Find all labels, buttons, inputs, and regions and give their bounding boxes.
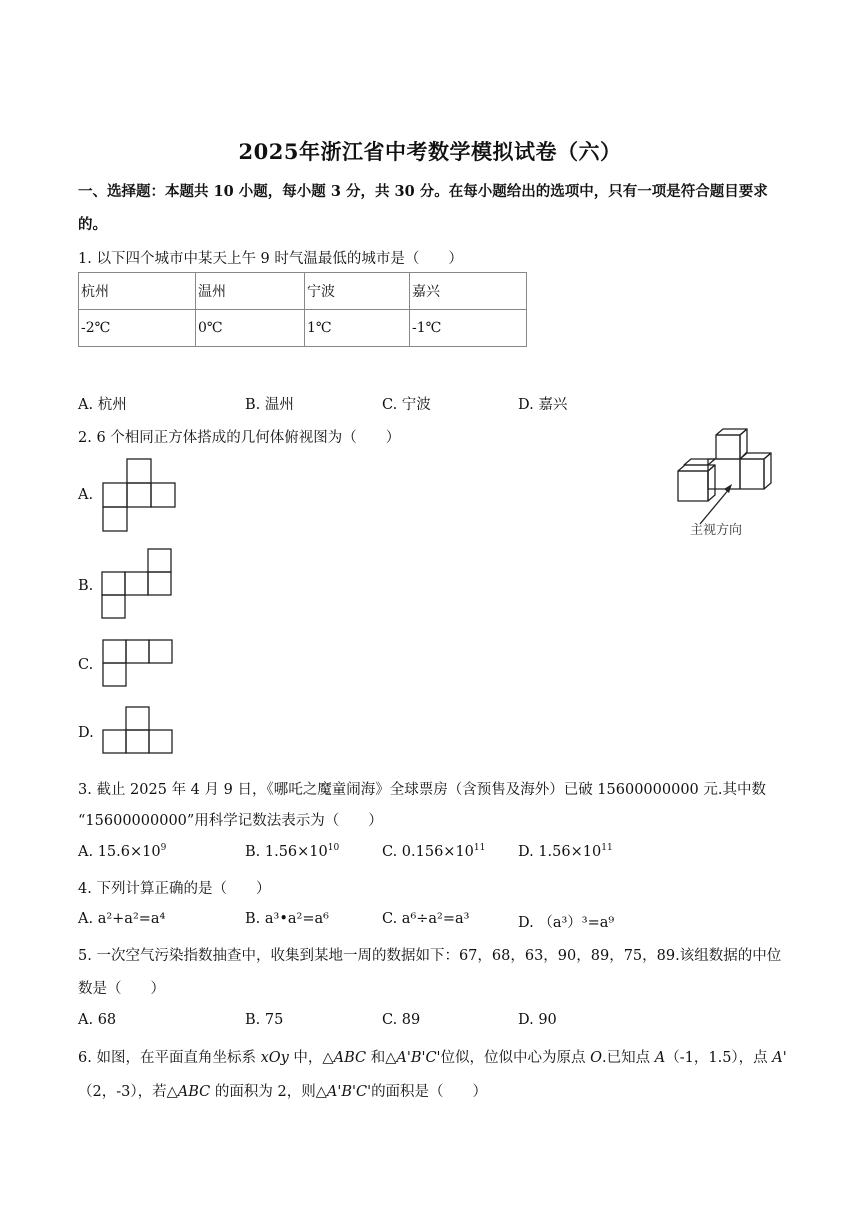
q1-option-b: B. 温州 — [245, 397, 294, 413]
q2-option-c-grid — [103, 640, 175, 690]
table-cell: 温州 — [196, 273, 305, 310]
q2-option-d-grid — [103, 707, 175, 759]
figure-caption: 主视方向 — [690, 523, 743, 538]
question-1-stem: 1. 以下四个城市中某天上午 9 时气温最低的城市是（ ） — [78, 251, 463, 267]
section-instructions-line1: 一、选择题：本题共 10 小题，每小题 3 分，共 30 分。在每小题给出的选项中，只有一项是符合题目要求 — [78, 183, 768, 200]
q2-option-b-grid — [102, 549, 174, 623]
q2-option-c-label: C. — [78, 657, 94, 673]
q5-option-b: B. 75 — [245, 1012, 284, 1028]
q4-option-c: C. a⁶÷a²=a³ — [382, 911, 470, 927]
table-cell: 杭州 — [79, 273, 196, 310]
table-cell: 1℃ — [305, 310, 410, 347]
table-cell: 宁波 — [305, 273, 410, 310]
q2-option-b-label: B. — [78, 578, 94, 594]
question-3-line2: “15600000000”用科学记数法表示为（ ） — [78, 813, 383, 829]
q4-option-d: D. （a³）³=a⁹ — [518, 915, 615, 931]
question-3-line1: 3. 截止 2025 年 4 月 9 日，《哪吒之魔童闹海》全球票房（含预售及海外）已破 15600000000 元.其中数 — [78, 782, 767, 798]
question-2-stem: 2. 6 个相同正方体搭成的几何体俯视图为（ ） — [78, 430, 401, 446]
q3-option-b: B. $1.56\times 10^{10}$ — [245, 843, 340, 860]
q3-option-d: D. $1.56\times 10^{11}$ — [518, 843, 613, 860]
table-cell: -1℃ — [410, 310, 527, 347]
table-row — [79, 310, 527, 347]
table-cell: -2℃ — [79, 310, 196, 347]
q2-option-a-grid — [103, 459, 177, 533]
table-cell: 嘉兴 — [410, 273, 527, 310]
table-row — [79, 273, 527, 310]
question-5-line2: 数是（ ） — [78, 981, 165, 997]
q1-option-c: C. 宁波 — [382, 397, 431, 413]
q4-option-a: A. a²+a²=a⁴ — [78, 911, 166, 927]
q2-option-a-label: A. — [78, 487, 94, 503]
q5-option-c: C. 89 — [382, 1012, 421, 1028]
q1-option-a: A. 杭州 — [78, 397, 127, 413]
q2-cube-figure — [670, 426, 786, 546]
table-cell: 0℃ — [196, 310, 305, 347]
question-6-line1: 6. 如图，在平面直角坐标系 xOy 中，△ABC 和△A'B'C'位似，位似中心为原点 O.已知点 A（-1，1.5），点 A' — [78, 1050, 787, 1066]
q5-option-d: D. 90 — [518, 1012, 557, 1028]
question-5-line1: 5. 一次空气污染指数抽查中，收集到某地一周的数据如下：67，68，63，90，89，75，89.该组数据的中位 — [78, 948, 782, 964]
temperature-table — [78, 272, 527, 347]
q1-option-d: D. 嘉兴 — [518, 397, 568, 413]
q3-option-a: A. $15.6\times 10^9$ — [78, 843, 167, 860]
page-title: 2025年浙江省中考数学模拟试卷（六） — [238, 139, 622, 164]
q3-option-c: C. $0.156\times 10^{11}$ — [382, 843, 486, 860]
question-6-line2: （2，-3），若△ABC 的面积为 2，则△A'B'C'的面积是（ ） — [78, 1084, 488, 1100]
section-instructions-line2: 的。 — [78, 216, 107, 233]
question-4-stem: 4. 下列计算正确的是（ ） — [78, 881, 271, 897]
q2-option-d-label: D. — [78, 725, 94, 741]
q4-option-b: B. a³•a²=a⁶ — [245, 911, 329, 927]
q5-option-a: A. 68 — [78, 1012, 117, 1028]
